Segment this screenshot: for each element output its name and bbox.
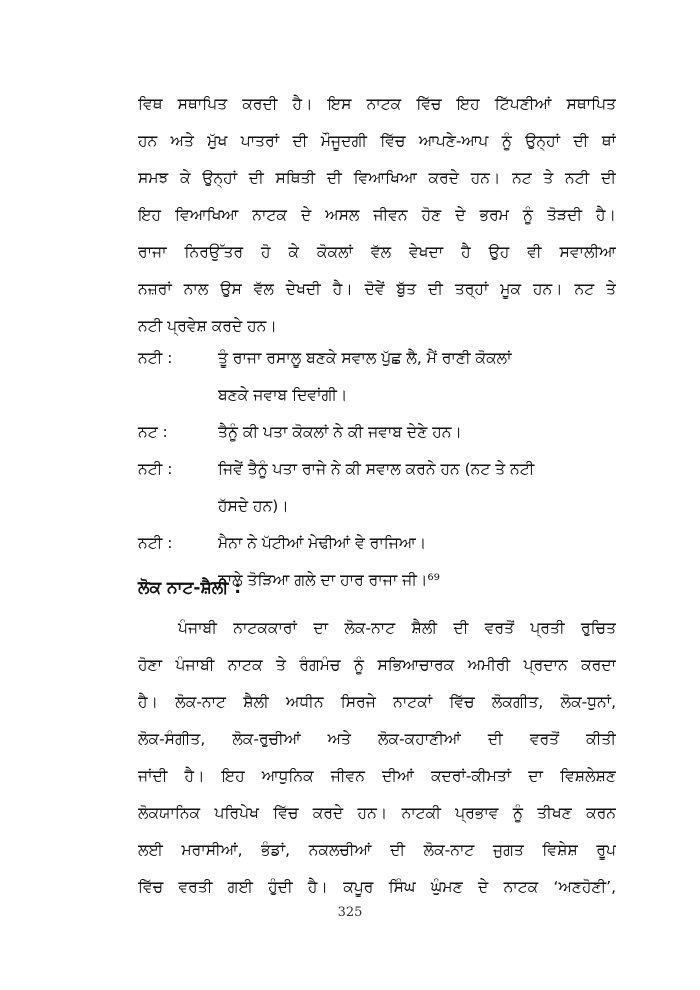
dialogue-entry [138,414,616,451]
speaker-label: ਨਟ : [138,423,168,441]
paragraph-line: ਸਮਝ ਕੇ ਉਨ੍ਹਾਂ ਦੀ ਸਥਿਤੀ ਦੀ ਵਿਆਖਿਆ ਕਰਦੇ ਹਨ। ਨਟ ਤੇ ਨਟੀ ਦੀ [138,169,616,187]
intro-paragraph [138,86,616,345]
page-number: 325 [337,905,363,920]
dialogue-line: ਹੱਸਦੇ ਹਨ)। [218,497,289,515]
dialogue-line: ਬਣਕੇ ਜਵਾਬ ਦਿਵਾਂਗੀ। [218,386,348,404]
speaker-label: ਨਟੀ : [138,349,173,367]
paragraph-line: ਹੋਣਾ ਪੰਜਾਬੀ ਨਾਟਕ ਤੇ ਰੰਗਮੰਚ ਨੂੰ ਸਭਿਆਚਾਰਕ ਅਮੀਰੀ ਪ੍ਰਦਾਨ ਕਰਦਾ [138,656,616,674]
paragraph-line: ਜਾਂਦੀ ਹੈ। ਇਹ ਆਧੁਨਿਕ ਜੀਵਨ ਦੀਆਂ ਕਦਰਾਂ-ਕੀਮਤਾਂ ਦਾ ਵਿਸ਼ਲੇਸ਼ਣ [138,767,616,785]
dialogue-block [138,340,616,599]
section-heading: ਲੋਕ ਨਾਟ-ਸ਼ੈਲੀ : [138,578,242,598]
paragraph-line: ਲੋਕ-ਸੰਗੀਤ, ਲੋਕ-ਰੁਚੀਆਂ ਅਤੇ ਲੋਕ-ਕਹਾਣੀਆਂ ਦੀ ਵਰਤੋਂ ਕੀਤੀ [138,730,616,748]
body-paragraph [138,610,616,906]
paragraph-line: ਹੈ। ਲੋਕ-ਨਾਟ ਸ਼ੈਲੀ ਅਧੀਨ ਸਿਰਜੇ ਨਾਟਕਾਂ ਵਿੱਚ ਲੋਕਗੀਤ, ਲੋਕ-ਧੁਨਾਂ, [138,693,616,711]
paragraph-line: ਨਜ਼ਰਾਂ ਨਾਲ ਉਸ ਵੱਲ ਦੇਖਦੀ ਹੈ। ਦੋਵੇਂ ਬੁੱਤ ਦੀ ਤਰ੍ਹਾਂ ਮੂਕ ਹਨ। ਨਟ ਤੇ [138,280,616,298]
dialogue-line: ਤੂੰ ਰਾਜਾ ਰਸਾਲੂ ਬਣਕੇ ਸਵਾਲ ਪੁੱਛ ਲੈ, ਮੈਂ ਰਾਣੀ ਕੋਕਲਾਂ [218,349,512,367]
speaker-label: ਨਟੀ : [138,460,173,478]
paragraph-line: ਇਹ ਵਿਆਖਿਆ ਨਾਟਕ ਦੇ ਅਸਲ ਜੀਵਨ ਹੋਣ ਦੇ ਭਰਮ ਨੂੰ ਤੋੜਦੀ ਹੈ। [138,206,616,224]
dialogue-entry [138,451,616,488]
paragraph-line: ਵਿੱਚ ਵਰਤੀ ਗਈ ਹੁੰਦੀ ਹੈ। ਕਪੂਰ ਸਿੰਘ ਘੁੰਮਣ ਦੇ ਨਾਟਕ ‘ਅਣਹੋਣੀ’, [138,878,616,896]
paragraph-line: ਹਨ ਅਤੇ ਮੁੱਖ ਪਾਤਰਾਂ ਦੀ ਮੌਜੂਦਗੀ ਵਿੱਚ ਆਪਣੇ-ਆਪ ਨੂੰ ਉਨ੍ਹਾਂ ਦੀ ਥਾਂ [138,132,616,150]
dialogue-line: ਮੈਨਾ ਨੇ ਪੱਟੀਆਂ ਮੇਢੀਆਂ ਵੇ ਰਾਜਿਆ। [218,534,427,552]
dialogue-line: ਜਿਵੇਂ ਤੈਨੂੰ ਪਤਾ ਰਾਜੇ ਨੇ ਕੀ ਸਵਾਲ ਕਰਨੇ ਹਨ (ਨਟ ਤੇ ਨਟੀ [218,460,535,478]
dialogue-entry [138,525,616,562]
dialogue-entry [138,340,616,377]
dialogue-continuation [138,377,616,414]
paragraph-line: ਰਾਜਾ ਨਿਰਉੱਤਰ ਹੋ ਕੇ ਕੋਕਲਾਂ ਵੱਲ ਵੇਖਦਾ ਹੈ ਉਹ ਵੀ ਸਵਾਲੀਆ [138,243,616,261]
paragraph-line: ਲਈ ਮਰਾਸੀਆਂ, ਭੰਡਾਂ, ਨਕਲਚੀਆਂ ਦੀ ਲੋਕ-ਨਾਟ ਜੁਗਤ ਵਿਸ਼ੇਸ਼ ਰੂਪ [138,841,616,859]
paragraph-line: ਵਿਥ ਸਥਾਪਿਤ ਕਰਦੀ ਹੈ। ਇਸ ਨਾਟਕ ਵਿੱਚ ਇਹ ਟਿੱਪਣੀਆਂ ਸਥਾਪਿਤ [138,95,616,113]
dialogue-line: ਤੈਨੂੰ ਕੀ ਪਤਾ ਕੋਕਲਾਂ ਨੇ ਕੀ ਜਵਾਬ ਦੇਣੇ ਹਨ। [218,423,462,441]
paragraph-line: ਲੋਕਯਾਨਿਕ ਪਰਿਪੇਖ ਵਿੱਚ ਕਰਦੇ ਹਨ। ਨਾਟਕੀ ਪ੍ਰਭਾਵ ਨੂੰ ਤੀਖਣ ਕਰਨ [138,804,616,822]
paragraph-line: ਨਟੀ ਪ੍ਰਵੇਸ਼ ਕਰਦੇ ਹਨ। [138,317,277,335]
dialogue-continuation [138,488,616,525]
dialogue-line: ਨਾਲੇ ਤੋੜਿਆ ਗਲੇ ਦਾ ਹਾਰ ਰਾਜਾ ਜੀ।⁶⁹ [218,571,440,589]
paragraph-line: ਪੰਜਾਬੀ ਨਾਟਕਕਾਰਾਂ ਦਾ ਲੋਕ-ਨਾਟ ਸ਼ੈਲੀ ਦੀ ਵਰਤੋਂ ਪ੍ਰਤੀ ਰੁਚਿਤ [178,619,616,637]
speaker-label: ਨਟੀ : [138,534,173,552]
